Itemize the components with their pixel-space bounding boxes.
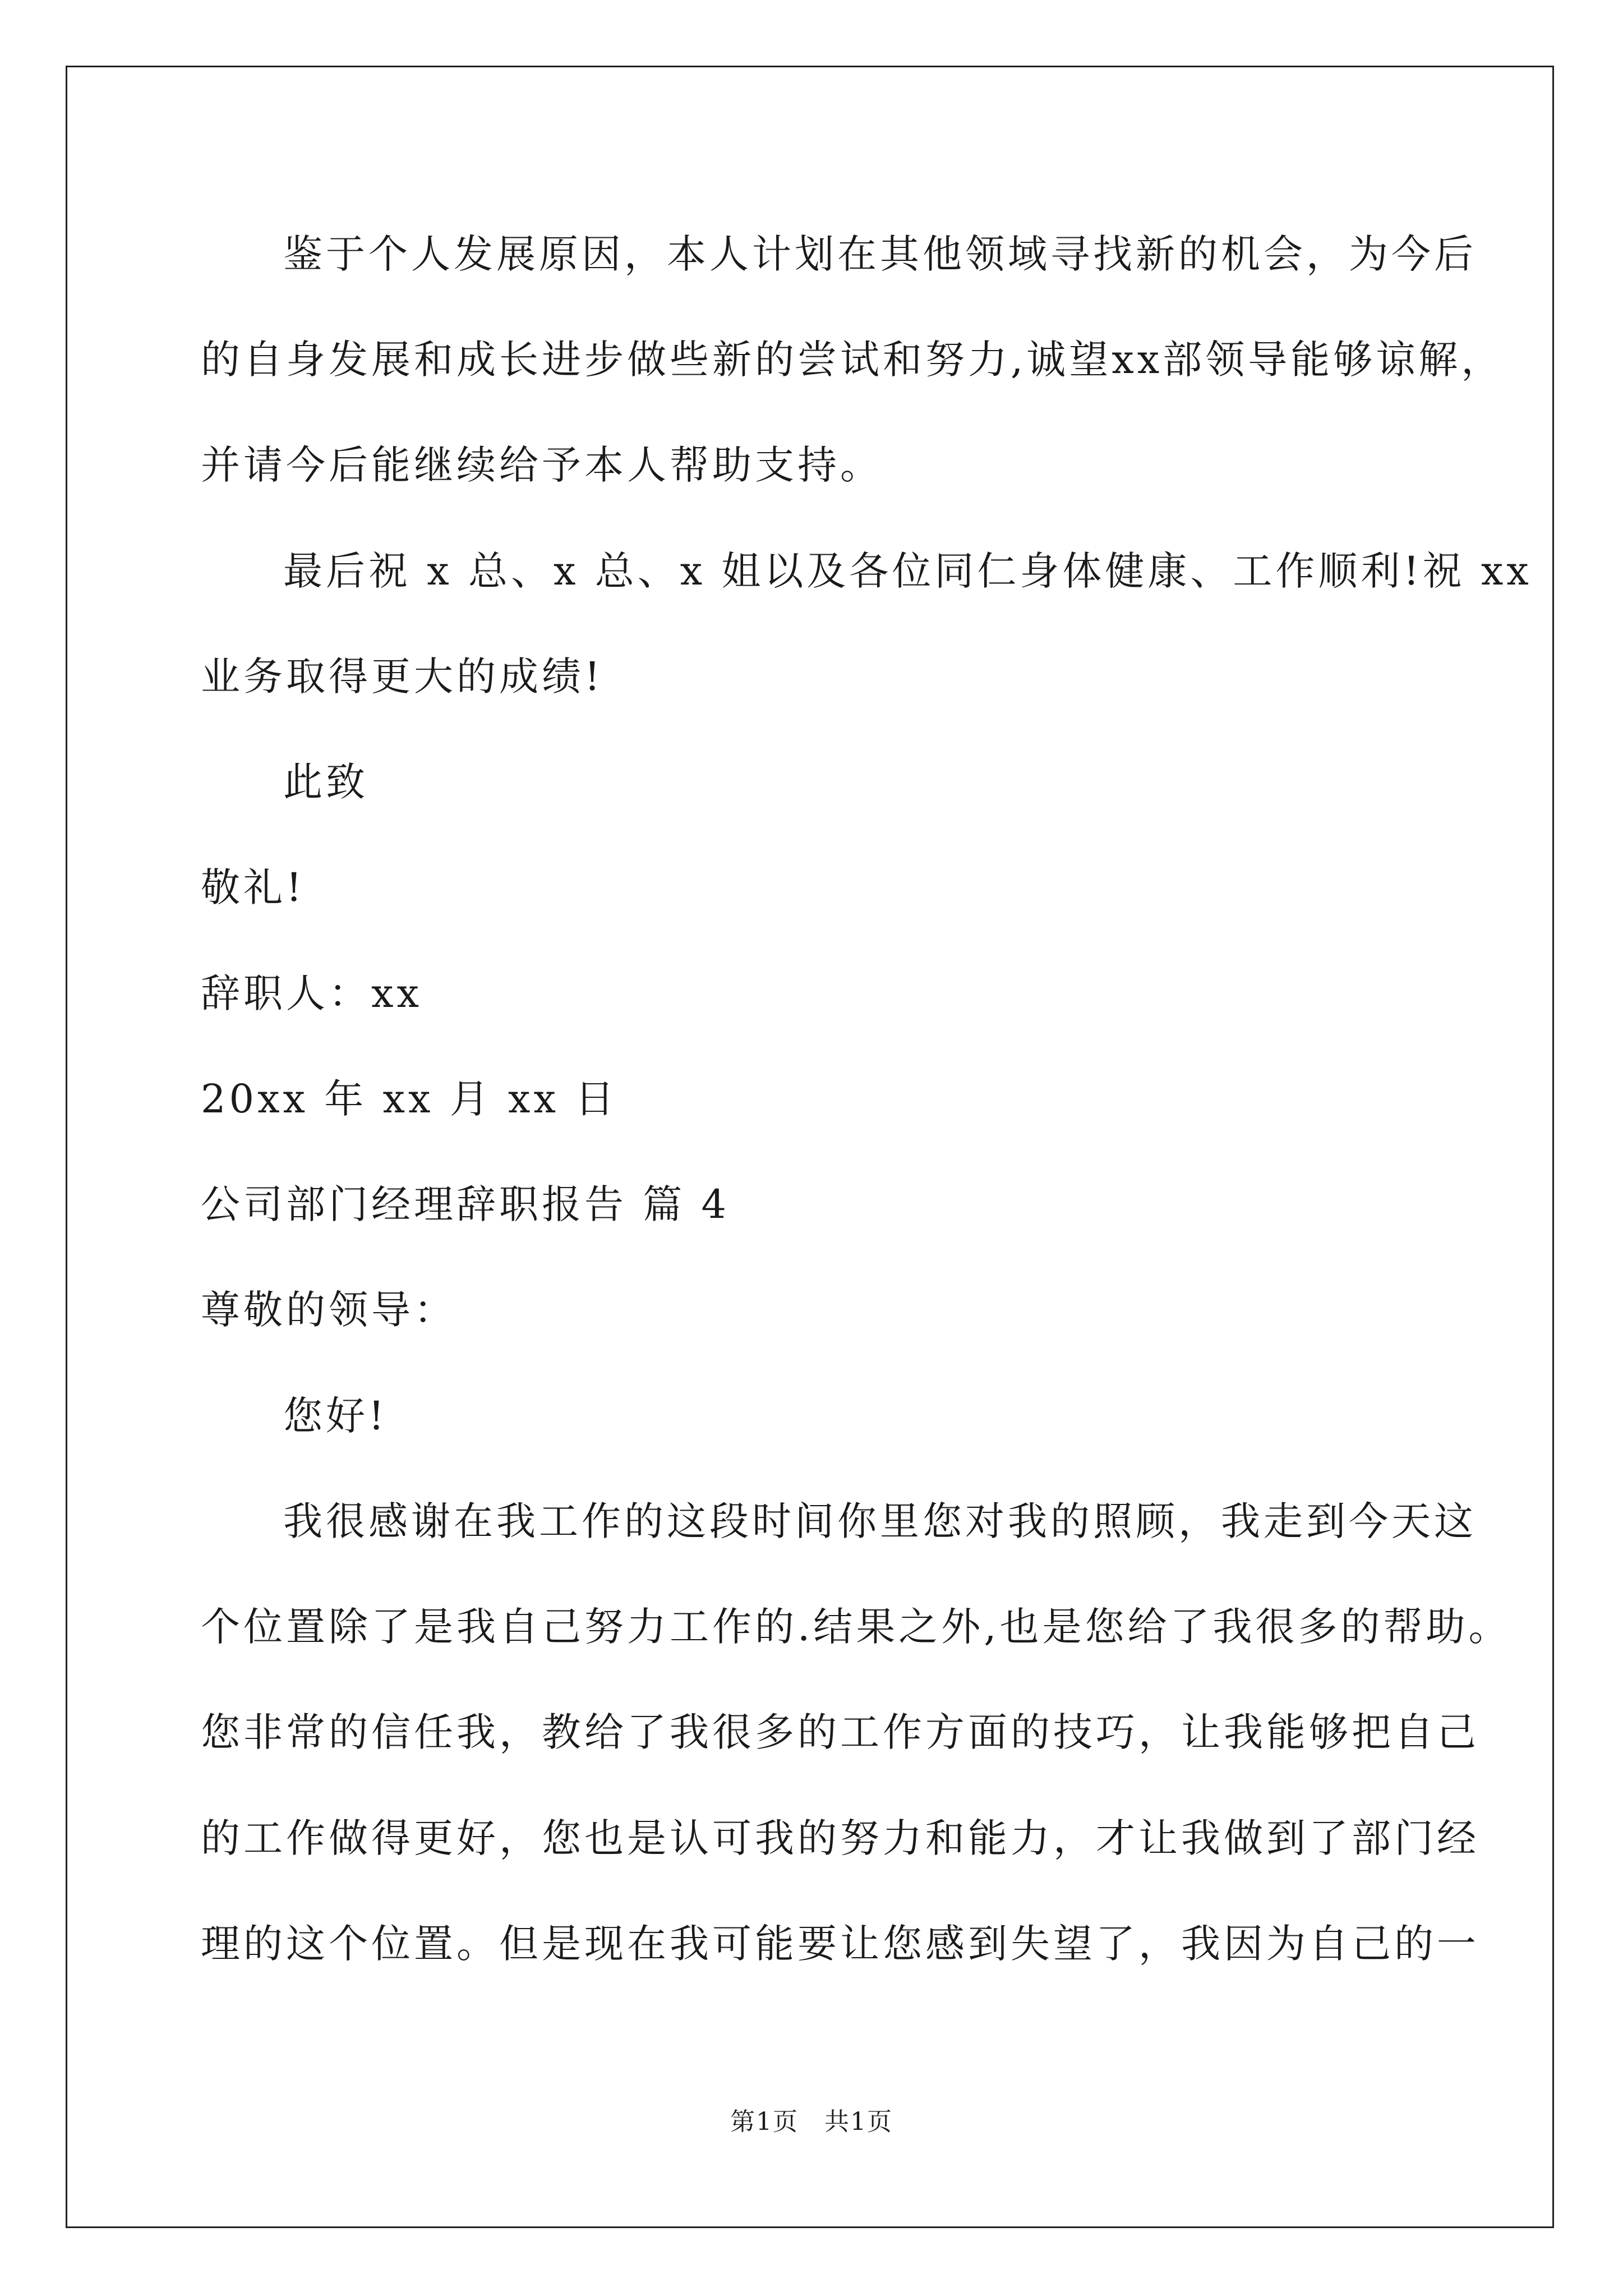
section-title: 公司部门经理辞职报告 篇 4	[201, 1181, 730, 1227]
signer-line: 辞职人：xx	[201, 970, 422, 1016]
paragraph-line: 我很感谢在我工作的这段时间你里您对我的照顾，我走到今天这	[283, 1498, 1477, 1544]
date-line: 20xx 年 xx 月 xx 日	[201, 1076, 618, 1122]
greeting-line: 尊敬的领导：	[201, 1287, 457, 1333]
paragraph-line: 鉴于个人发展原因，本人计划在其他领域寻找新的机会，为今后	[283, 231, 1477, 277]
paragraph-line: 理的这个位置。但是现在我可能要让您感到失望了，我因为自己的一	[201, 1921, 1479, 1967]
paragraph-line: 业务取得更大的成绩!	[201, 654, 604, 700]
salutation-line: 此致	[283, 759, 368, 805]
closing-line: 敬礼!	[201, 864, 306, 910]
page-footer: 第1页 共1页	[730, 2108, 893, 2136]
paragraph-line: 并请今后能继续给予本人帮助支持。	[201, 442, 883, 488]
paragraph-line: 最后祝 x 总、x 总、x 姐以及各位同仁身体健康、工作顺利!祝 xx	[283, 548, 1532, 594]
page-border	[66, 66, 1554, 2228]
greeting-line: 您好!	[283, 1393, 388, 1439]
paragraph-line: 的自身发展和成长进步做些新的尝试和努力,诚望xx部领导能够谅解，	[201, 337, 1504, 383]
paragraph-line: 个位置除了是我自己努力工作的.结果之外,也是您给了我很多的帮助。	[201, 1604, 1511, 1650]
paragraph-line: 您非常的信任我，教给了我很多的工作方面的技巧，让我能够把自己	[201, 1709, 1479, 1755]
paragraph-line: 的工作做得更好，您也是认可我的努力和能力，才让我做到了部门经	[201, 1815, 1479, 1861]
